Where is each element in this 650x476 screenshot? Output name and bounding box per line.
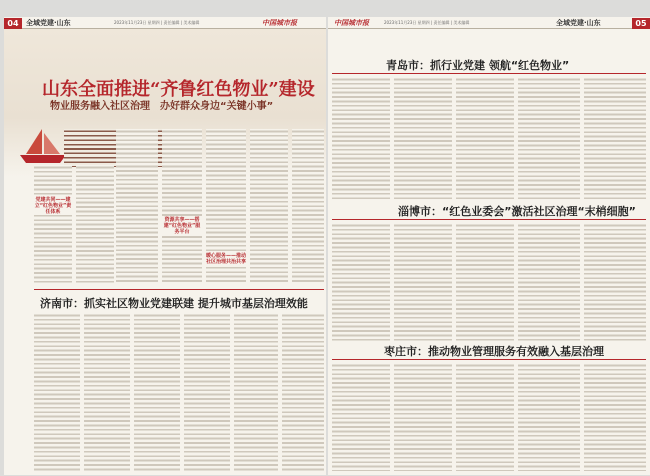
story-headline: 枣庄市：推动物业管理服务有效融入基层治理 (384, 345, 604, 358)
text-column (584, 363, 646, 471)
text-column (282, 313, 324, 471)
divider (332, 73, 646, 74)
text-column (584, 223, 646, 341)
text-column (116, 129, 158, 283)
main-headline: 山东全面推进“齐鲁红色物业”建设 (42, 79, 315, 100)
text-column (162, 129, 202, 283)
section-subhead: 资源共享——搭建“红色物业”服务平台 (163, 217, 201, 235)
sub-headline: 物业服务融入社区治理 办好群众身边“关键小事” (50, 101, 274, 112)
section-label: 全域党建·山东 (556, 19, 601, 27)
page-number: 05 (632, 18, 650, 29)
divider (332, 219, 646, 220)
text-column (518, 223, 580, 341)
left-page (4, 17, 326, 475)
text-column (518, 363, 580, 471)
text-column (134, 313, 180, 471)
red-boat-illustration (16, 125, 71, 167)
text-column (394, 223, 452, 341)
divider (34, 289, 324, 290)
section-label: 全域党建·山东 (26, 19, 71, 27)
issue-meta: 2023年11月23日 星期四 | 责任编辑 | 美术编辑 (384, 20, 470, 25)
right-page-header (328, 17, 650, 29)
text-column (292, 129, 324, 283)
issue-meta: 2023年11月23日 星期四 | 责任编辑 | 美术编辑 (114, 20, 200, 25)
text-column (34, 313, 80, 471)
right-page (328, 17, 650, 475)
text-column (456, 363, 514, 471)
divider (332, 359, 646, 360)
text-column (332, 223, 390, 341)
text-column (184, 313, 230, 471)
story-headline: 淄博市：“红色业委会”激活社区治理“末梢细胞” (398, 205, 636, 218)
text-column (250, 129, 288, 283)
text-column (584, 77, 646, 201)
text-column (332, 77, 390, 201)
masthead: 中国城市报 (334, 18, 369, 27)
text-column (332, 363, 390, 471)
text-column (394, 363, 452, 471)
text-column (84, 313, 130, 471)
text-column (518, 77, 580, 201)
story-headline: 青岛市：抓行业党建 领航“红色物业” (386, 59, 570, 72)
masthead: 中国城市报 (262, 18, 297, 27)
story-headline: 济南市：抓实社区物业党建联建 提升城市基层治理效能 (40, 297, 308, 310)
section-subhead: 党建共同——建立“红色物业”责任体系 (34, 197, 72, 215)
text-column (456, 77, 514, 201)
left-page-header (4, 17, 326, 29)
page-number: 04 (4, 18, 22, 29)
text-column (76, 165, 114, 283)
text-column (34, 165, 72, 283)
section-subhead: 暖心服务——推动社区治理共治共享 (206, 253, 247, 265)
text-column (394, 77, 452, 201)
text-column (456, 223, 514, 341)
text-column (234, 313, 278, 471)
